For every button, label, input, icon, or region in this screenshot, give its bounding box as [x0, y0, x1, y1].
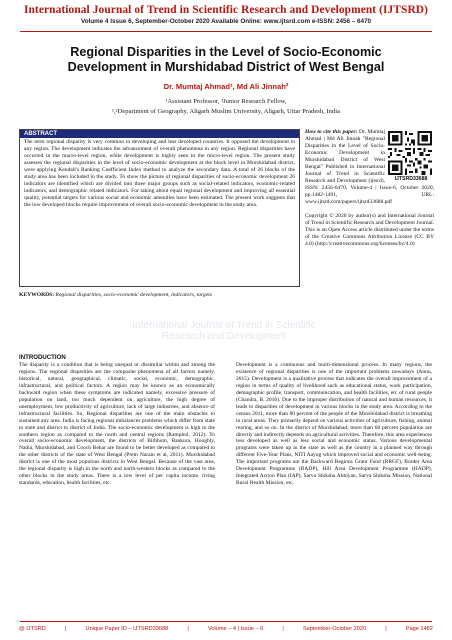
- qr-block: [388, 131, 434, 183]
- footer-volume: Volume – 4 | Issue – 6: [208, 626, 264, 632]
- keywords: [19, 292, 299, 299]
- paper-authors: Dr. Mumtaj Ahmad¹, Md Ali Jinnah²: [163, 82, 289, 91]
- footer-separator: |: [385, 626, 387, 632]
- journal-watermark: International Journal of Trend in Scientific Research and Development: [132, 320, 316, 342]
- abstract-text: The term regional disparity is very common in developing and less developed countries. It opposed the development in any region. The development indicates the advancement of overall phenomena in any region. Regional disparities have occurred in the macro-level region, while development is highly seen in the micro-level region. The present study assesses the regional disparities in the level of socio-economic development at the block level in Murshidabad district, were applying Kendall's Ranking Coefficient Index method to analyze the secondary data. A total of 26 blocks of the study area has been included in the study. To show the picture of regional disparities of socio-economic development 26 indicators are identified which are divided into three major groups such as social-related indicators, economic-related indicators, and demographic related indicators. For taking about equal regional development and improving all essential quality, potential targets for various social and economic amenities have been estimated. The present work suggests that the low developed blocks require improvement of overall socio-economic development in the study area.: [24, 139, 295, 209]
- journal-volume-line: Volume 4 Issue 6, September-October 2020 Available Online: www.ijtsrd.com e-ISSN: 2456 – 6470: [80, 18, 371, 25]
- journal-title: International Journal of Trend in Scientific Research and Development (IJTSRD): [23, 4, 429, 16]
- qr-paper-id: IJTSRD33688: [394, 176, 428, 182]
- citation-column: [305, 129, 434, 248]
- keywords-text: Regional disparities, socio-economic development, indicators, targets: [55, 292, 212, 298]
- footer-separator: |: [282, 626, 284, 632]
- footer-paper-id: Unique Paper ID – IJTSRD33688: [85, 626, 169, 632]
- keywords-label: KEYWORDS:: [19, 292, 55, 298]
- footer-page: Page 1482: [405, 626, 433, 632]
- abstract-heading: ABSTRACT: [20, 130, 299, 138]
- qr-code-icon: [388, 131, 432, 175]
- page-footer: [19, 626, 433, 632]
- footer-separator: |: [187, 626, 189, 632]
- affiliation-department: ¹,²Department of Geography, Aligarh Muslim University, Aligarh, Uttar Pradesh, India: [112, 108, 340, 115]
- copyright-text: Copyright © 2020 by author(s) and International Journal of Trend in Scientific Research and Development Journal. This is an Open Access article distributed under the terms of the Creative Commons Attribution License (CC BY 4.0) (http://creativecommons.org/licenses/by/4.0): [305, 212, 434, 247]
- citation-block: [305, 129, 434, 207]
- footer-journal: @ IJTSRD: [19, 626, 46, 632]
- footer-separator: |: [64, 626, 67, 632]
- introduction-right-column: Development is a continuous and multi-dimensional process. In many regions, the existence of regional disparities is one of the important problems nowadays (Annu, 2015). Development is a qualitative process that indicates the overall improvement of a region in terms of quality of livelihood such as educational status, work participation, demographic profile, transport, communication, and health facilities, etc of rural people (Chandra, B. 2016). Due to the improper distribution of natural and human resources, it leads to disparities of development in various blocks in the study area. According to the census 2011, more than 80 percent of the people of the Murshidabad district is breathing in rural areas. They primarily depend on various activities of agriculture, fishing, animal rearing, and so on. In the district of Murshidabad, more than 60 percent population are directly and indirectly depends on agricultural activities. Therefore, this area experiences less developed as well as less social and economic status. Various developmental programs were taken up in the state as well as the country in a planned way through different Five-Year Plans, NITI Aayog which improved social and economic well-being. The important programs are the Backward Regions Grant Fund (BRGF), Border Area Development Programme (BADP), Hill Area Development Programme (HADP), Integrated Action Plan (IAP), Sarva Shiksha Abhiyan, Sarva Shiksha Mission, National Rural Health Mission, etc.: [236, 362, 432, 487]
- paper-title: Regional Disparities in the Level of Socio-Economic Development in Murshidabad District of West Bengal: [67, 45, 385, 74]
- citation-heading: How to cite this paper:: [305, 129, 358, 135]
- introduction-left-column: The disparity is a condition that is being unequal or dissimilar within and among the regions. The regional disparities are the composite phenomena of all factors namely, historical, natural, geographical, climatic, social, economic, demographic, infrastructural, and political factors. A region may be known as an economically backward region when these symptoms are indicated namely, excessive pressure of population on land, too much dependent on agriculture, the high degree of unemployment, low productivity of agriculture, lack of large industries, and absence of infrastructural facilities. So, Regional disparities are one of the main obstacles to sustained any area. India is facing regional imbalances problems which differ from state to state and district to district of India. The socio-economic development is high in the southern region as compared to the north and central regions (Ramphul, 2012). To overall socio-economic development, the districts of Birbhum, Bankura, Hooghly, Nadia, Murshidabad, and Cooch Behar are found to be better developed as compared to the other districts of the state of West Bengal (Prem Narain et al, 2011). Murshidabad district is one of the most populous districts in West Bengal. Because of the vast area, the regional disparity is high in the north and north-western blocks as compared to the other blocks in the study areas. There is a low level of per capita income, living standards, education, health facilities, etc.: [19, 362, 215, 487]
- header-rule: [20, 31, 432, 32]
- abstract-box: [19, 129, 300, 287]
- journal-header: [0, 4, 452, 25]
- copyright-block: [305, 213, 434, 248]
- introduction-heading: INTRODUCTION: [19, 354, 66, 361]
- affiliation-roles: ¹Assistant Professor, ²Junior Research Fellow,: [165, 98, 287, 105]
- footer-date: September-October 2020: [302, 626, 367, 632]
- footer-rule: [20, 621, 432, 622]
- citation-text: Dr. Mumtaj Ahmad | Md Ali Jinnah "Regional Disparities in the Level of Socio-Economic Development in Murshidabad District of West Bengal" Published in International Journal of Trend in Scientific Research and Development (ijtsrd), ISSN: 2456-6470, Volume-4 | Issue-6, October 2020, pp.1482-1491, URL: www.ijtsrd.com/papers/ijtsrd33688.pdf: [305, 129, 434, 206]
